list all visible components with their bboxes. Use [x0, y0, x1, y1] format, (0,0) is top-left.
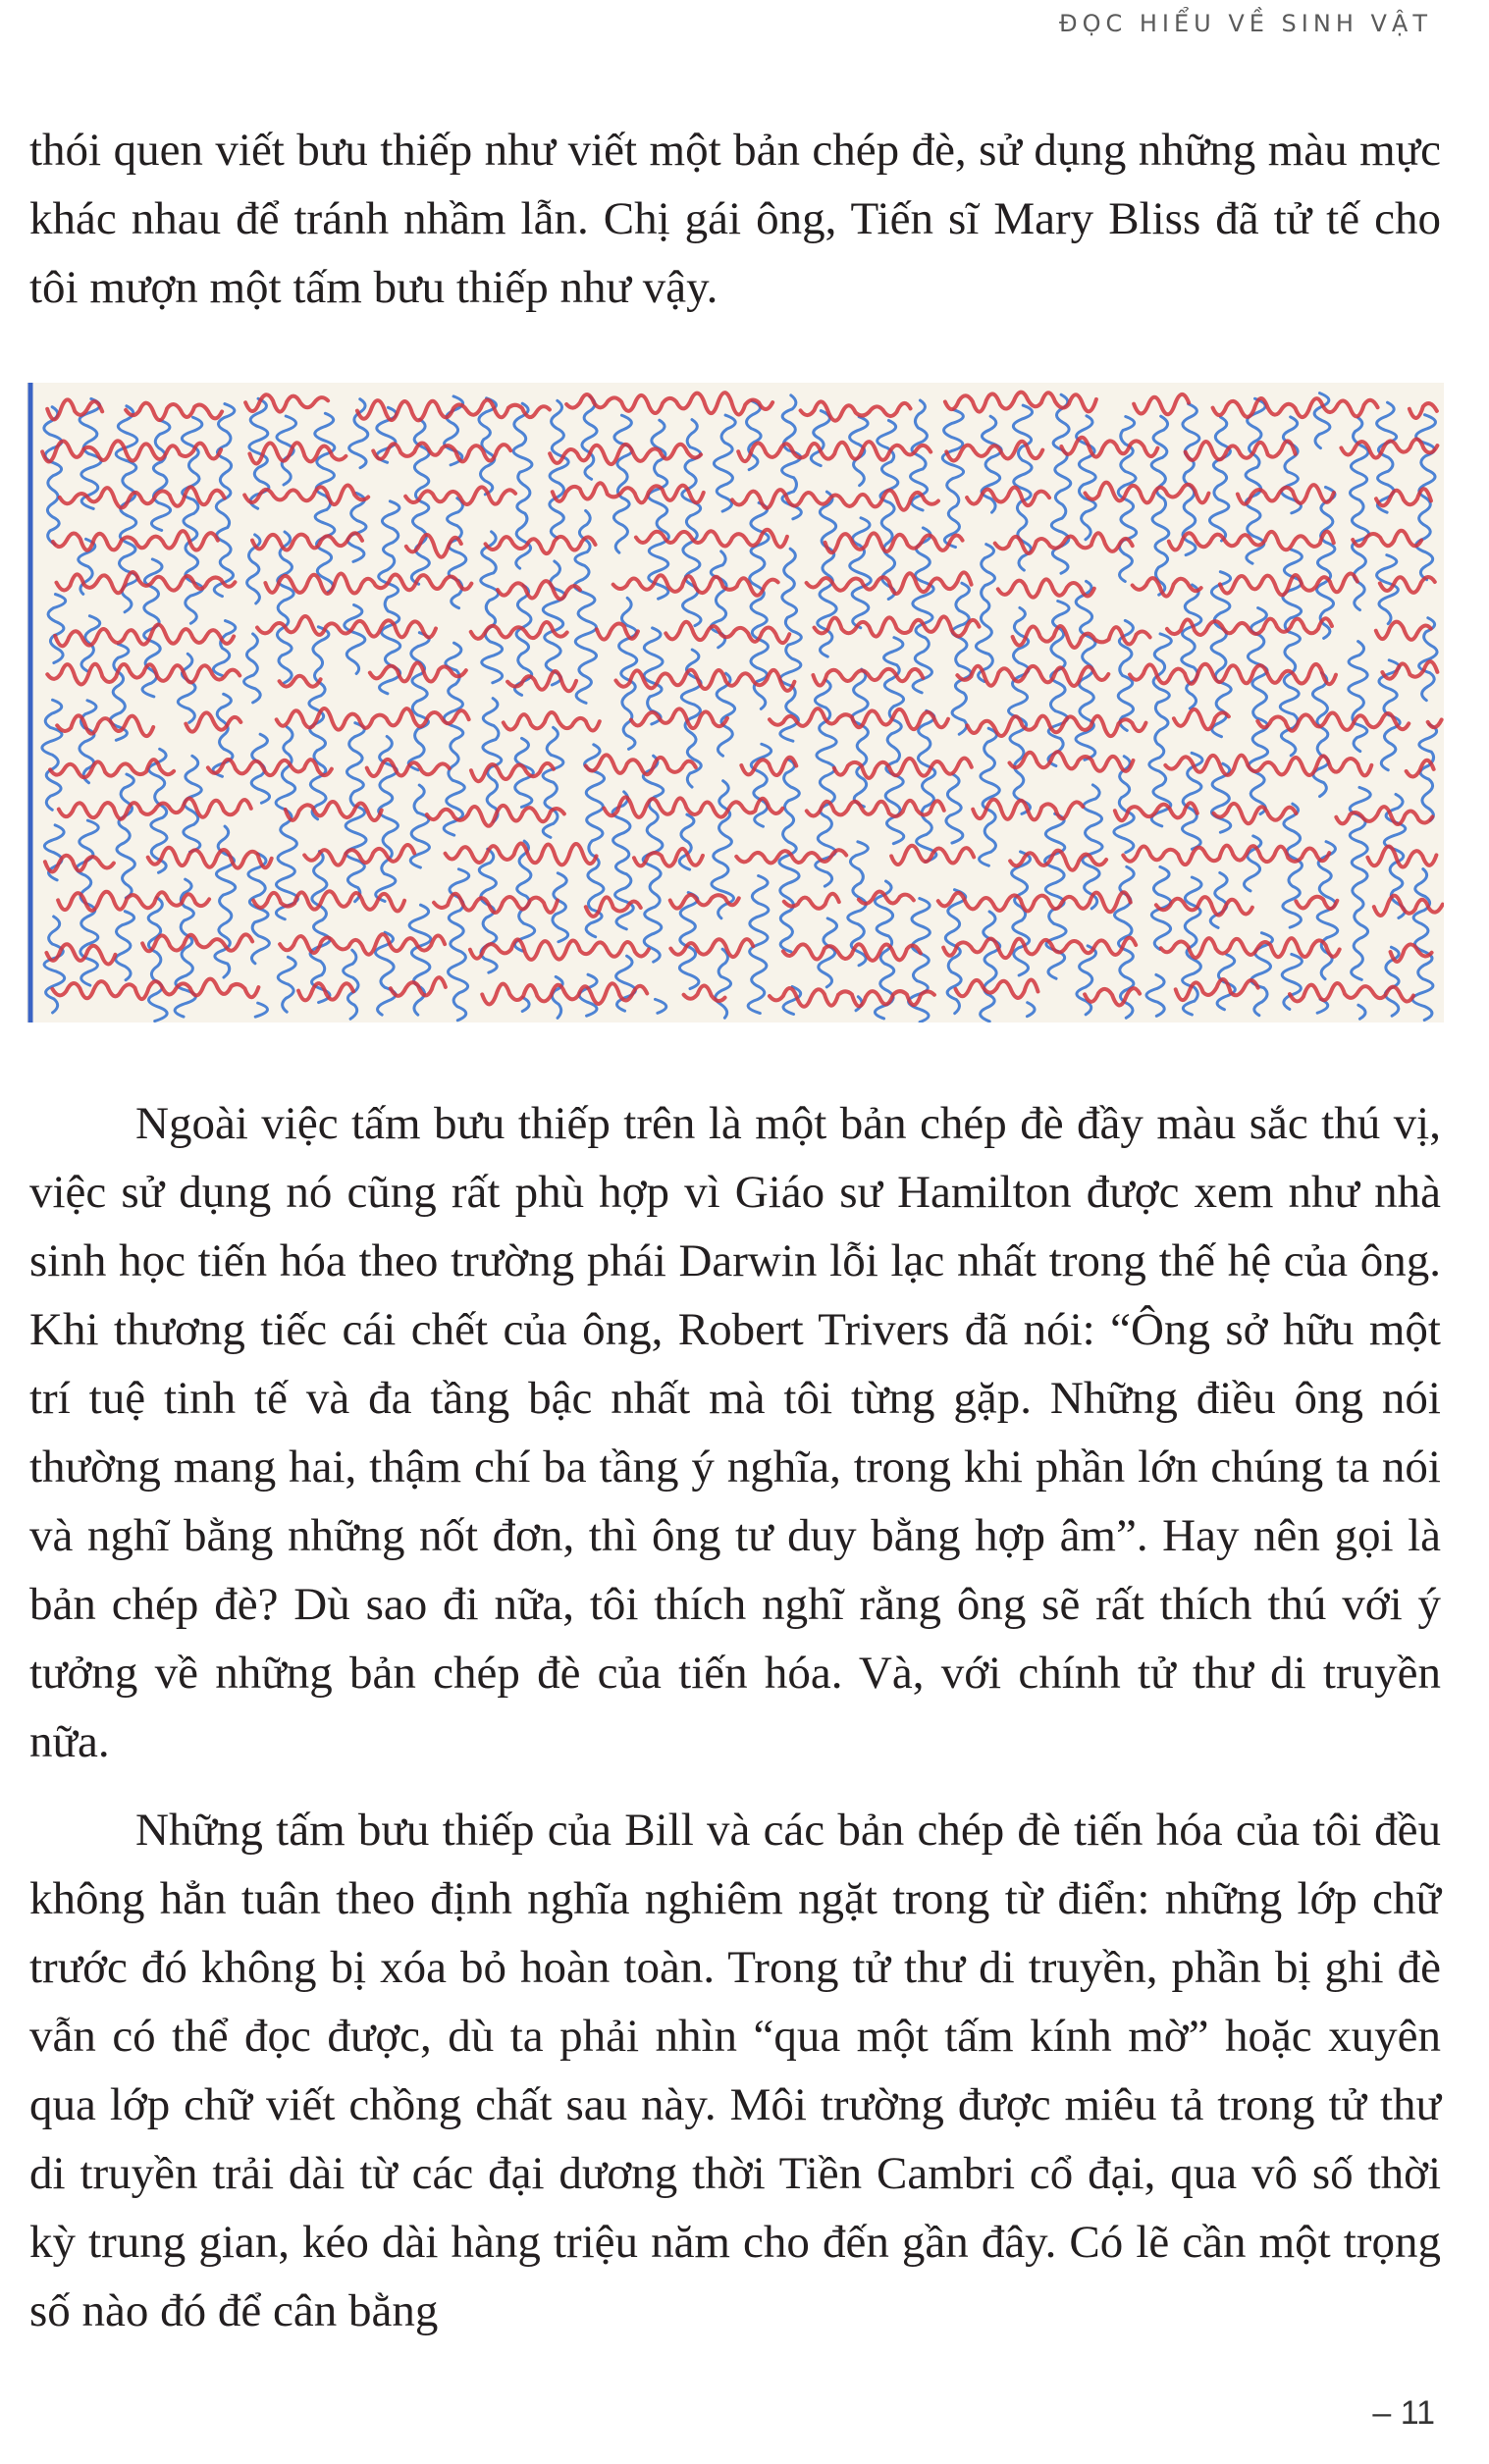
paragraph-1: Ngoài việc tấm bưu thiếp trên là một bản chép đè đầy màu sắc thú vị, việc sử dụng nó cũng rất phù hợp vì Giáo sư Hamilton được xem như nhà sinh học tiến hóa theo trường phái Darwin lỗi lạc nhất trong thế hệ của ông. Khi thương tiếc cái chết của ông, Robert Trivers đã nói: “Ông sở hữu một trí tuệ tinh tế và đa tầng bậc nhất mà tôi từng gặp. Những điều ông nói thường mang hai, thậm chí ba tầng ý nghĩa, trong khi phần lớn chúng ta nói và nghĩ bằng những nốt đơn, thì ông tư duy bằng hợp âm”. Hay nên gọi là bản chép đè? Dù sao đi nữa, tôi thích nghĩ rằng ông sẽ rất thích thú với ý tưởng về những bản chép đè của tiến hóa. Và, với chính tử thư di truyền nữa. — [29, 1098, 1441, 1767]
paragraph-intro: thói quen viết bưu thiếp như viết một bản chép đè, sử dụng những màu mực khác nhau để tránh nhầm lẫn. Chị gái ông, Tiến sĩ Mary Bliss đã tử tế cho tôi mượn một tấm bưu thiếp như vậy. — [29, 125, 1441, 313]
running-head: ĐỌC HIỂU VỀ SINH VẬT — [1058, 10, 1432, 37]
postcard-handwriting-drawing — [27, 383, 1444, 1022]
palimpsest-postcard-image — [27, 383, 1444, 1022]
intro-text-block — [29, 116, 1441, 322]
paragraph-2: Những tấm bưu thiếp của Bill và các bản chép đè tiến hóa của tôi đều không hẳn tuân theo định nghĩa nghiêm ngặt trong từ điển: những lớp chữ trước đó không bị xóa bỏ hoàn toàn. Trong tử thư di truyền, phần bị ghi đè vẫn có thể đọc được, dù ta phải nhìn “qua một tấm kính mờ” hoặc xuyên qua lớp chữ viết chồng chất sau này. Môi trường được miêu tả trong tử thư di truyền trải dài từ các đại dương thời Tiền Cambri cổ đại, qua vô số thời kỳ trung gian, kéo dài hàng triệu năm cho đến gần đây. Có lẽ cần một trọng số nào đó để cân bằng — [29, 1805, 1441, 2336]
page-number: – 11 — [1372, 2394, 1435, 2432]
body-text-block — [29, 1089, 1441, 2345]
